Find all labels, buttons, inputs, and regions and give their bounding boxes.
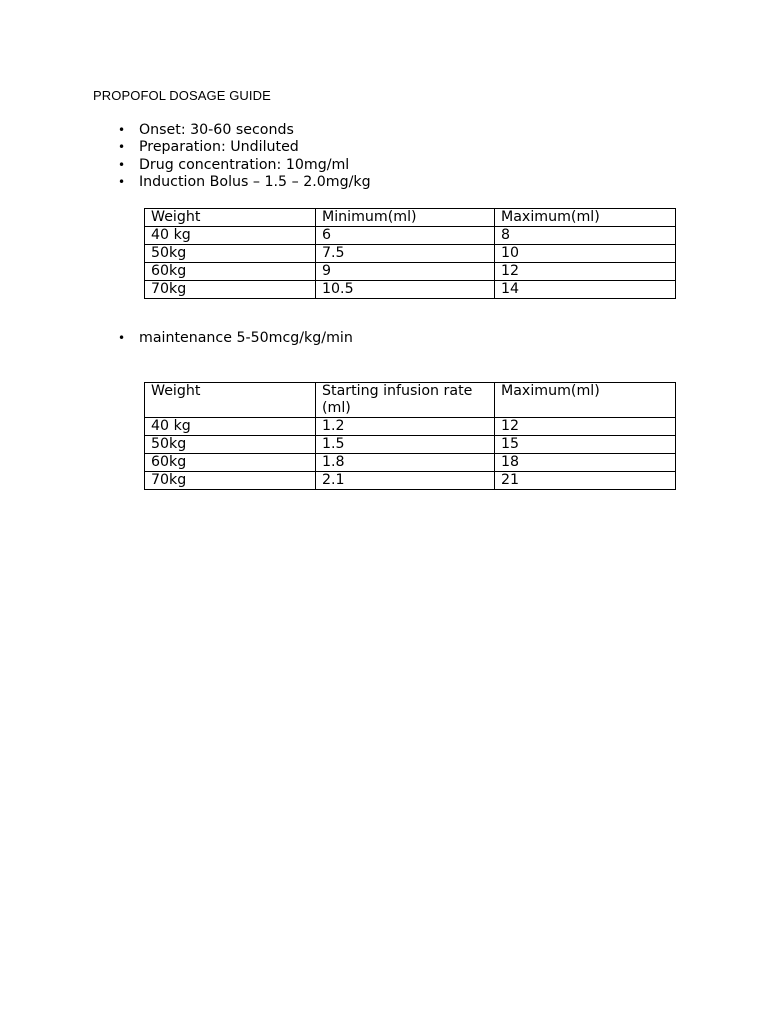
header-minimum: Minimum(ml) [316, 209, 495, 227]
header-maximum: Maximum(ml) [495, 383, 676, 418]
table-row [145, 454, 676, 472]
table-row [145, 281, 676, 299]
cell-starting-rate: 1.2 [316, 418, 495, 436]
cell-weight: 40 kg [145, 418, 316, 436]
bullet-preparation: • Preparation: Undiluted [93, 139, 371, 156]
induction-dose-table [144, 208, 676, 299]
table-header-row [145, 383, 676, 418]
header-weight: Weight [145, 383, 316, 418]
cell-starting-rate: 1.5 [316, 436, 495, 454]
table-header-row [145, 209, 676, 227]
bullet-induction-bolus: • Induction Bolus – 1.5 – 2.0mg/kg [93, 174, 371, 191]
cell-minimum: 9 [316, 263, 495, 281]
cell-weight: 70kg [145, 281, 316, 299]
bullet-onset: • Onset: 30-60 seconds [93, 122, 371, 139]
cell-maximum: 12 [495, 263, 676, 281]
cell-maximum: 18 [495, 454, 676, 472]
table-row [145, 418, 676, 436]
cell-maximum: 8 [495, 227, 676, 245]
page-title: PROPOFOL DOSAGE GUIDE [93, 88, 271, 103]
cell-weight: 60kg [145, 263, 316, 281]
cell-maximum: 15 [495, 436, 676, 454]
cell-minimum: 10.5 [316, 281, 495, 299]
header-weight: Weight [145, 209, 316, 227]
bullet-maintenance: • maintenance 5-50mcg/kg/min [93, 330, 353, 347]
cell-maximum: 14 [495, 281, 676, 299]
bullet-concentration: • Drug concentration: 10mg/ml [93, 157, 371, 174]
cell-maximum: 12 [495, 418, 676, 436]
header-starting-rate: Starting infusion rate (ml) [316, 383, 495, 418]
info-bullet-list [93, 122, 371, 191]
cell-minimum: 6 [316, 227, 495, 245]
cell-weight: 50kg [145, 436, 316, 454]
maintenance-bullet-list [93, 330, 353, 347]
cell-starting-rate: 2.1 [316, 472, 495, 490]
maintenance-dose-table [144, 382, 676, 490]
table-row [145, 263, 676, 281]
cell-maximum: 10 [495, 245, 676, 263]
cell-weight: 60kg [145, 454, 316, 472]
cell-starting-rate: 1.8 [316, 454, 495, 472]
cell-weight: 40 kg [145, 227, 316, 245]
table-row [145, 472, 676, 490]
table-row [145, 436, 676, 454]
cell-weight: 50kg [145, 245, 316, 263]
cell-minimum: 7.5 [316, 245, 495, 263]
table-row [145, 227, 676, 245]
header-maximum: Maximum(ml) [495, 209, 676, 227]
table-row [145, 245, 676, 263]
cell-weight: 70kg [145, 472, 316, 490]
cell-maximum: 21 [495, 472, 676, 490]
